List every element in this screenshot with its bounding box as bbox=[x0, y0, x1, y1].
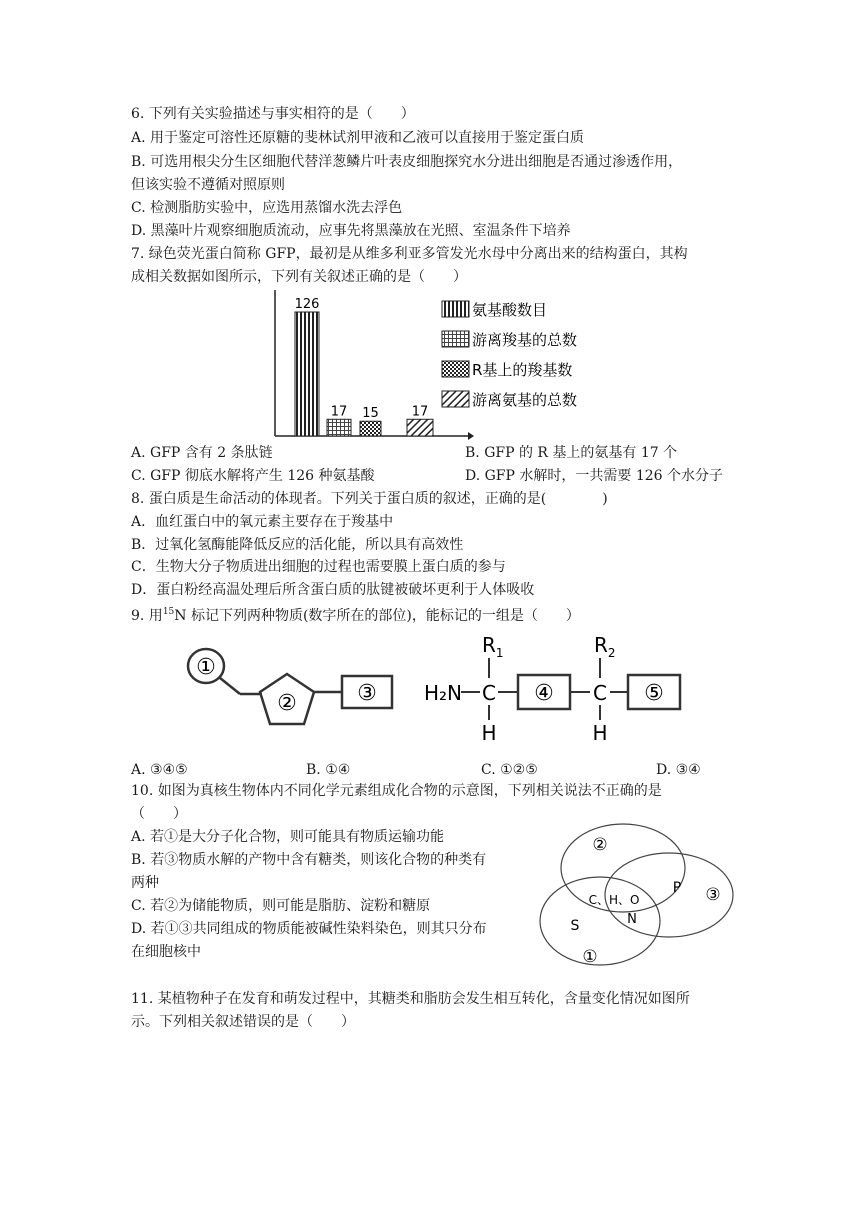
bar-value-label: 15 bbox=[362, 406, 379, 422]
hydrogen-2: H bbox=[592, 721, 608, 745]
h2n-group: H₂N bbox=[424, 681, 463, 705]
venn-circle-1 bbox=[540, 877, 660, 965]
x-axis-arrow-icon bbox=[468, 432, 474, 440]
q8-option-b: B．过氧化氢酶能降低反应的活化能，所以具有高效性 bbox=[131, 537, 464, 553]
q10-option-d-line2: 在细胞核中 bbox=[131, 944, 201, 960]
q9-structure-diagram bbox=[180, 630, 700, 745]
element-venn-diagram bbox=[530, 820, 740, 970]
r1-group: $R_1$ bbox=[482, 633, 504, 660]
label-1: ① bbox=[196, 655, 216, 680]
legend-swatch bbox=[442, 331, 469, 347]
carbon-1: C bbox=[482, 681, 496, 705]
legend-label: 游离羧基的总数 bbox=[472, 331, 578, 349]
q10-option-a: A. 若①是大分子化合物，则可能具有物质运输功能 bbox=[131, 829, 445, 845]
gfp-bar-chart bbox=[260, 282, 600, 447]
q9-stem-rest: N 标记下列两种物质(数字所在的部位)，能标记的一组是（ ） bbox=[174, 608, 580, 624]
legend-label: 氨基酸数目 bbox=[472, 301, 548, 319]
q6-option-c: C. 检测脂肪实验中，应选用蒸馏水洗去浮色 bbox=[131, 200, 403, 216]
q9-stem-prefix: 9. 用 bbox=[131, 608, 163, 624]
q6-option-b-line1: B. 可选用根尖分生区细胞代替洋葱鳞片叶表皮细胞探究水分进出细胞是否通过渗透作用， bbox=[131, 154, 683, 170]
label-5: ⑤ bbox=[644, 681, 664, 706]
q6-option-b-line2: 但该实验不遵循对照原则 bbox=[131, 177, 285, 193]
q7-option-b: B. GFP 的 R 基上的氨基有 17 个 bbox=[465, 445, 678, 461]
venn-label-center: C、H、O bbox=[588, 893, 640, 907]
venn-label-3: ③ bbox=[705, 885, 721, 905]
q6-option-d: D. 黑藻叶片观察细胞质流动，应事先将黑藻放在光照、室温条件下培养 bbox=[131, 223, 571, 239]
bar-value-label: 17 bbox=[411, 404, 429, 420]
legend-swatch bbox=[442, 361, 469, 377]
q7-option-d: D. GFP 水解时，一共需要 126 个水分子 bbox=[465, 468, 724, 484]
r2-group: $R_2$ bbox=[594, 633, 616, 660]
q7-stem-line2: 成相关数据如图所示，下列有关叙述正确的是（ ） bbox=[131, 269, 467, 285]
q10-option-d-line1: D. 若①③共同组成的物质能被碱性染料染色，则其只分布 bbox=[131, 921, 487, 937]
q11-stem-line2: 示。下列相关叙述错误的是（ ） bbox=[131, 1014, 355, 1030]
legend-swatch bbox=[442, 391, 469, 407]
label-2: ② bbox=[277, 691, 297, 716]
venn-label-1: ① bbox=[582, 947, 598, 967]
q8-option-a: A．血红蛋白中的氧元素主要存在于羧基中 bbox=[131, 514, 394, 530]
carbon-2: C bbox=[593, 681, 607, 705]
q9-option-c: C. ①②⑤ bbox=[481, 762, 538, 778]
hydrogen-1: H bbox=[481, 721, 497, 745]
q9-option-d: D. ③④ bbox=[656, 762, 701, 778]
q9-stem bbox=[131, 602, 580, 626]
q6-stem: 6. 下列有关实验描述与事实相符的是（ ） bbox=[131, 106, 415, 122]
legend-label: R基上的羧基数 bbox=[472, 361, 573, 379]
q7-stem-line1: 7. 绿色荧光蛋白简称 GFP，最初是从维多利亚多管发光水母中分离出来的结构蛋白，其构 bbox=[131, 246, 688, 262]
q8-stem: 8. 蛋白质是生命活动的体现者。下列关于蛋白质的叙述，正确的是( ) bbox=[131, 491, 608, 507]
venn-label-s: S bbox=[570, 918, 580, 934]
isotope-mass-number: 15 bbox=[162, 607, 175, 617]
q7-option-a: A. GFP 含有 2 条肽链 bbox=[131, 445, 273, 461]
q6-option-a: A. 用于鉴定可溶性还原糖的斐林试剂甲液和乙液可以直接用于鉴定蛋白质 bbox=[131, 130, 585, 146]
q8-option-d: D．蛋白粉经高温处理后所含蛋白质的肽键被破坏更利于人体吸收 bbox=[131, 582, 535, 598]
q10-stem-line1: 10. 如图为真核生物体内不同化学元素组成化合物的示意图，下列相关说法不正确的是 bbox=[131, 783, 662, 799]
bar-2 bbox=[327, 419, 351, 436]
legend-label: 游离氨基的总数 bbox=[472, 391, 578, 409]
q7-option-c: C. GFP 彻底水解将产生 126 种氨基酸 bbox=[131, 468, 375, 484]
label-4: ④ bbox=[534, 681, 554, 706]
q10-stem-line2: （ ） bbox=[131, 806, 187, 822]
venn-label-n: N bbox=[627, 912, 637, 927]
label-3: ③ bbox=[357, 681, 377, 706]
bar-value-label: 17 bbox=[330, 404, 348, 420]
q10-option-c: C. 若②为储能物质，则可能是脂肪、淀粉和糖原 bbox=[131, 898, 431, 914]
q9-option-b: B. ①④ bbox=[306, 762, 351, 778]
q8-option-c: C．生物大分子物质进出细胞的过程也需要膜上蛋白质的参与 bbox=[131, 559, 506, 575]
q11-stem-line1: 11. 某植物种子在发育和萌发过程中，其糖类和脂肪会发生相互转化，含量变化情况如图所 bbox=[131, 991, 690, 1007]
bar-3 bbox=[360, 421, 381, 436]
venn-label-p: P bbox=[672, 880, 682, 896]
q10-option-b-line1: B. 若③物质水解的产物中含有糖类，则该化合物的种类有 bbox=[131, 852, 487, 868]
legend-swatch bbox=[442, 301, 469, 317]
bar-1 bbox=[295, 312, 319, 436]
bar-value-label: 126 bbox=[294, 297, 320, 312]
bond-line bbox=[220, 678, 240, 694]
venn-label-2: ② bbox=[592, 835, 608, 855]
q9-option-a: A. ③④⑤ bbox=[131, 762, 188, 778]
bar-4 bbox=[407, 419, 433, 436]
q10-option-b-line2: 两种 bbox=[131, 875, 159, 891]
